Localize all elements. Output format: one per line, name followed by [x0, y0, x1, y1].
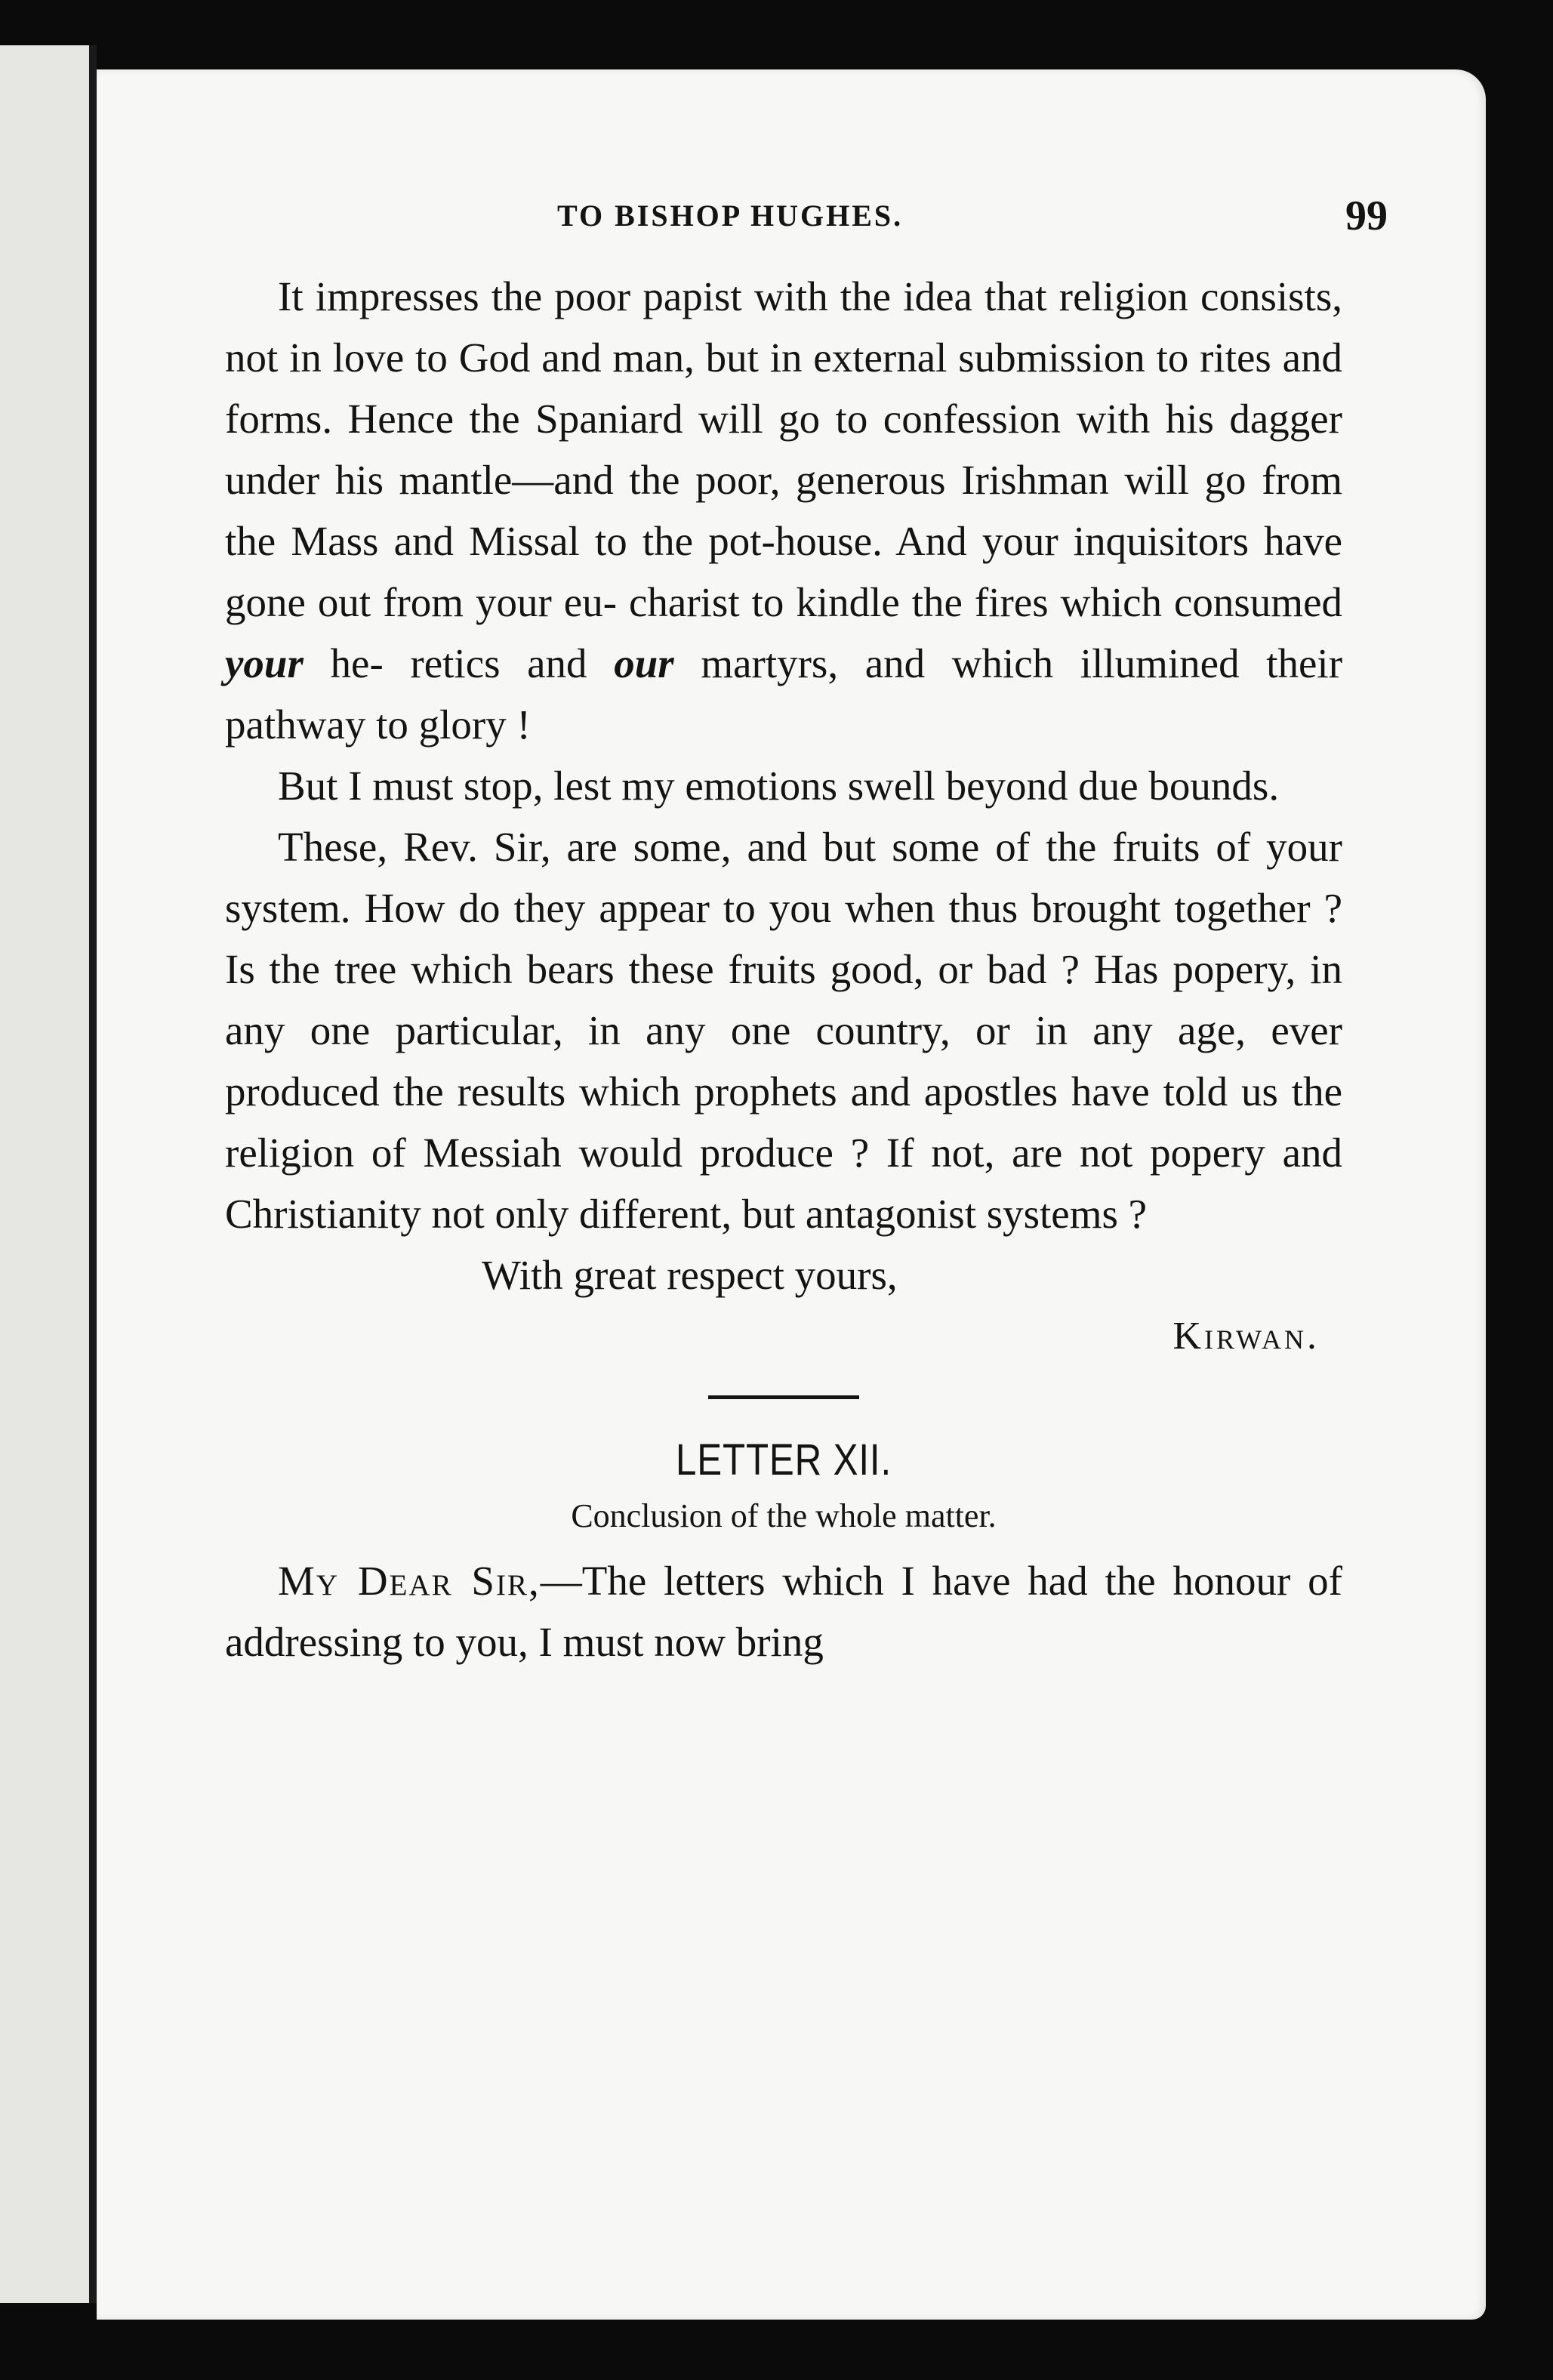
book-page: [97, 69, 1486, 2320]
page-number: 99: [1345, 193, 1388, 239]
page-text-block: [225, 193, 1388, 1672]
book-gutter: [89, 45, 97, 2303]
para1-fragment: he-: [303, 640, 384, 686]
para1-line: will go from the Mass and Missal to the pot-house.: [225, 457, 1342, 564]
emphasis-our: our: [614, 640, 674, 686]
paragraph-continuation: [225, 266, 1342, 755]
running-head: [225, 193, 1388, 266]
para1-line: And your inquisitors have gone out from your eu-: [225, 518, 1343, 625]
para1-line: religion consists, not in love to God and man, but: [225, 273, 1342, 381]
running-title: TO BISHOP HUGHES.: [557, 199, 904, 233]
letter-heading: LETTER XII.: [675, 1435, 892, 1484]
emphasis-your: your: [225, 640, 304, 686]
para1-fragment: martyrs, and which illumined their: [673, 640, 1343, 686]
para1-line: the Spaniard will go to confession with his dagger: [469, 396, 1343, 442]
para1-line: in external submission to rites and forms. Hence: [225, 334, 1342, 442]
letter-subheading: Conclusion of the whole matter.: [571, 1497, 997, 1534]
para1-line: charist to kindle the fires which consumed: [629, 579, 1343, 625]
para1-line: pathway to glory !: [225, 701, 531, 748]
paragraph-stop: But I must stop, lest my emotions swell beyond due bounds.: [278, 763, 1280, 809]
para1-line: under his mantle—and the poor, generous Irishman: [225, 457, 1109, 503]
paragraph-4-text: —The letters which I have had the honour of addressing to you, I must now bring: [225, 1558, 1342, 1665]
facing-page-edge: [0, 45, 91, 2303]
closing-line: With great respect yours,: [482, 1252, 898, 1298]
salutation: My Dear Sir,: [278, 1558, 541, 1604]
paragraph-fruits: These, Rev. Sir, are some, and but some of the fruits of your system. How do they appear to you when thus brought together ? Is the tree which bears these fruits good, or bad ? Has popery, in any one particular, in any one country, or in any age, ever produced the results which prophets and apostles have told us the religion of Messiah would produce ? If not, are not popery and Christianity not only different, but antagonist systems ?: [225, 824, 1342, 1237]
para1-fragment: retics and: [410, 640, 615, 686]
section-divider: [708, 1395, 859, 1399]
para1-line: It impresses the poor papist with the idea that: [278, 273, 1047, 319]
signature: Kirwan.: [1172, 1315, 1320, 1358]
paragraph-salutation: [225, 1550, 1342, 1672]
